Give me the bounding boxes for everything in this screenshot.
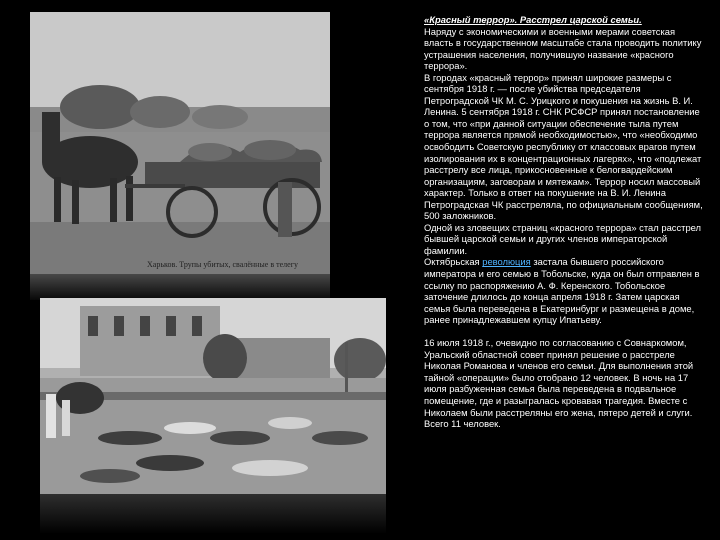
revolution-link[interactable]: революция [482, 256, 531, 268]
paragraph-gap [424, 326, 706, 338]
article-title: «Красный террор». Расстрел царской семьи. [424, 14, 642, 25]
paragraph-royal-execution-intro: Одной из зловещих страниц «красного террора» стал расстрел бывшей царской семьи и других членов императорской фамилии. [424, 221, 702, 256]
photo-courtyard-drawing [40, 298, 386, 494]
article-text [424, 14, 706, 430]
paragraph-red-terror: В городах «красный террор» принял широкие размеры с сентября 1918 г. — после убийства председателя Петроградской ЧК М. С. Урицкого и покушения на жизнь В. И. Ленина. 5 сентября 1918 г. СНК РСФСР принял постановление о том, что «при данной ситуации обеспечение тыла путем террора является прямой необходимостью», что «необходимо освободить Советскую республику от классовых врагов путем изолирования их в концентрационных лагерях», что «подлежат расстрелу все лица, прикосновенные к белогвардейским организациям, заговорам и мятежам». Террор носил массовый характер. Только в ответ на покушение на В. И. Ленина Петроградская ЧК расстреляла, по официальным сообщениям, 500 заложников. [424, 71, 703, 222]
paragraph-tobolsk-end: застала бывшего российского императора и его семью в Тобольске, куда он был отправлен в ссылку по распоряжению А. Ф. Керенского. Тобольское заточение длилось до конца апреля 1918 г. Затем царская семья была переведена в Екатеринбург и размещена в доме, ранее принадлежавшем купцу Ипатьеву. [424, 256, 700, 326]
paragraph-tobolsk-start: Октябрьская [424, 256, 483, 268]
photo-2-reflection [40, 494, 386, 534]
photo-1-caption: Харьков. Трупы убитых, свалённые в телегу [147, 260, 299, 269]
photo-cart-drawing [30, 12, 330, 274]
historical-photo-courtyard [40, 298, 386, 494]
paragraph-execution: 16 июля 1918 г., очевидно по согласованию с Совнаркомом, Уральский областной совет принял решение о расстреле Николая Романова и членов его семьи. Для выполнения этой тайной «операции» было отобрано 12 человек. В ночь на 17 июля разбуженная семья была переведена в подвальное помещение, где и разыгралась кровавая трагедия. Вместе с Николаем были расстреляны его жена, пятеро детей и слуги. Всего 11 человек. [424, 337, 694, 430]
photo-1-reflection [30, 274, 330, 300]
paragraph-economic-measures: Наряду с экономическими и военными мерами советская власть в государственном масштабе стала проводить политику устрашения населения, получившую название «красного террора». [424, 25, 702, 72]
paragraph-tobolsk [424, 256, 706, 325]
historical-photo-cart [30, 12, 330, 274]
